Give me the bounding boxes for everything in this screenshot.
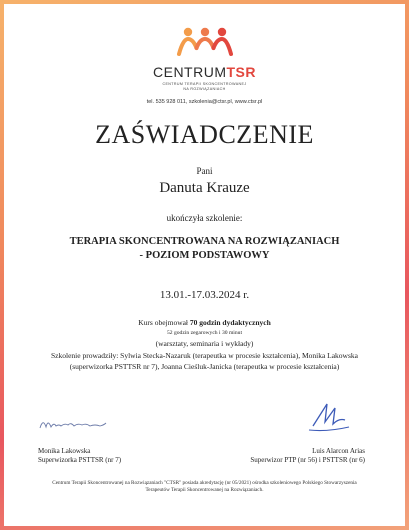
signature-right [305,398,355,443]
course-leaders: Szkolenie prowadziły: Sylwia Stecka-Nazaruk (terapeutka w procesie kształcenia), Monika Lakowska (superwizorka PSTTSR nr 7), Joanna Cieśluk-Janicka (terapeutka w procesie kształcenia) [51,351,358,371]
certificate-title: ZAŚWIADCZENIE [95,120,314,149]
course-hours-detail: 52 godzin zegarowych i 30 minut [166,330,243,336]
accreditation-footer: Centrum Terapii Skoncentrowanej na Rozwiązaniach "CTSR" posiada akredytację (nr 05/2021) ośrodka szkoleniowego Polskiego Stowarzyszenia Terapeutów Terapii Skoncentrowanej na Rozwiązaniach. [52,480,357,493]
salutation: Pani [196,166,213,176]
completed-text: ukończyła szkolenie: [166,213,243,223]
course-title: TERAPIA SKONCENTROWANA NA ROZWIĄZANIACH - POZIOM PODSTAWOWY [69,236,340,261]
signatory-left: Monika Lakowska Superwizorka PSTTSR (nr 7) [38,447,122,464]
brand-tagline: CENTRUM TERAPII SKONCENTROWANEJ NA ROZWIĄZANIACH [162,82,247,91]
brand-name: CENTRUMTSR [153,64,256,80]
contact-info: tel. 535 928 011, szkolenia@ctsr.pl, www.ctsr.pl [146,99,263,105]
logo [0,26,409,56]
recipient-name: Danuta Krauze [159,180,250,196]
course-hours: Kurs obejmował 70 godzin dydaktycznych [138,318,271,327]
signatory-right: Luis Alarcon Arias Superwizor PTP (nr 56) i PSTTSR (nr 6) [250,447,365,464]
course-type: (warsztaty, seminaria i wykłady) [155,339,254,348]
three-people-logo-icon [175,26,235,56]
signature-left [38,414,108,439]
course-dates: 13.01.-17.03.2024 r. [159,289,250,301]
